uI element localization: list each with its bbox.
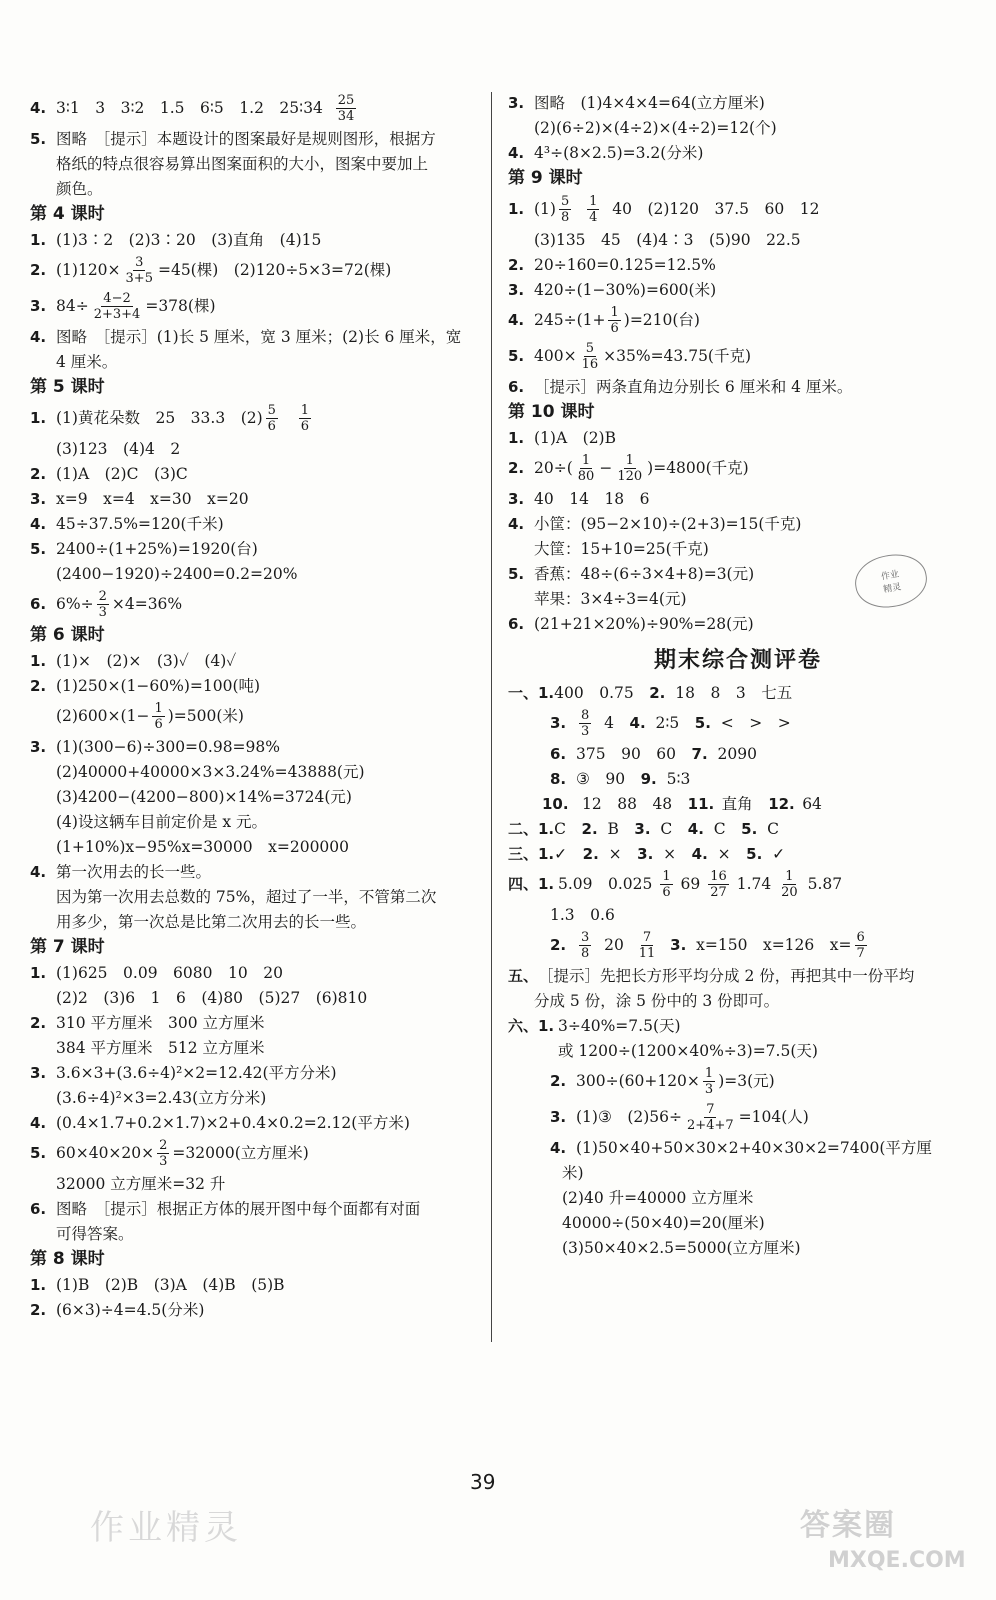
answer-line: 5. 60×40×20× $\frac{2}{3}$ =32000(立方厘米): [30, 1137, 309, 1169]
answer-line: (3)50×40×2.5=5000(立方厘米): [562, 1238, 801, 1257]
answer-line: 5. 2400÷(1+25%)=1920(台): [30, 539, 258, 558]
answer-line: (2)40000+40000×3×3.24%=43888(元): [56, 762, 365, 781]
right-column: [508, 90, 968, 1260]
fraction: $\frac{3}{3+5}$: [125, 254, 153, 286]
fraction: $\frac{7}{11}$: [638, 929, 656, 961]
answer-line: 3. $\frac{8}{3}$ 4 4. 2∶5 5. < > >: [550, 707, 791, 739]
answer-line: 1. (1)3∶2 (2)3∶20 (3)直角 (4)15: [30, 230, 322, 249]
answer-line: 2. (1)A (2)C (3)C: [30, 464, 188, 483]
fraction: $\frac{8}{3}$: [581, 707, 590, 739]
answer-line: 五、 ［提示］先把长方形平均分成 2 份，再把其中一份平均: [508, 966, 915, 985]
section-heading: 第 6 课时: [30, 625, 105, 645]
exam-title: 期末综合测评卷: [653, 647, 822, 673]
answer-line: 5. 香蕉：48÷(6÷3×4+8)=3(元): [508, 564, 755, 583]
answer-line: (3)4200−(4200−800)×14%=3724(元): [56, 787, 352, 806]
answer-line: 大筐：15+10=25(千克): [534, 539, 709, 558]
fraction: $\frac{6}{7}$: [856, 929, 865, 961]
answer-line: 三、1. ✓ 2. × 3. × 4. × 5. ✓: [508, 844, 786, 863]
answer-line: 一、1. 400 0.75 2. 18 8 3 七五: [508, 683, 793, 702]
fraction: $\frac{25}{34}$: [337, 92, 355, 124]
answer-line: (2400−1920)÷2400=0.2=20%: [56, 564, 298, 583]
answer-line: (2)40 升=40000 立方厘米: [562, 1188, 754, 1207]
fraction: $\frac{1}{120}$: [617, 452, 643, 484]
fraction: $\frac{1}{80}$: [577, 452, 595, 484]
answer-line: 2. 300÷ (60+120× $\frac{1}{3}$ )=3(元): [550, 1065, 775, 1097]
answer-line: (2)(6÷2)×(4÷2)×(4÷2)=12(个): [534, 118, 777, 137]
fraction: $\frac{1}{6}$: [662, 868, 671, 900]
section-heading: 第 10 课时: [508, 402, 595, 422]
fraction: $\frac{2}{3}$: [159, 1137, 168, 1169]
answer-line: 4 厘米。: [56, 352, 118, 371]
answer-line: 3. x=9 x=4 x=30 x=20: [30, 489, 249, 508]
answer-line: 3. 40 14 18 6: [508, 489, 650, 508]
answer-line: 1. (1) $\frac{5}{8}$ $\frac{1}{4}$ 40 (2)120 37.5 60 12: [508, 193, 820, 225]
answer-line: 2. (6×3)÷4=4.5(分米): [30, 1300, 205, 1319]
section-heading: 第 4 课时: [30, 204, 105, 224]
section-heading: 第 9 课时: [508, 168, 583, 188]
answer-line: 1. (1)黄花朵数 25 33.3 (2) $\frac{5}{6}$ $\frac{1}{6}$: [30, 402, 309, 434]
answer-line: 4. 4³÷(8×2.5)=3.2(分米): [508, 143, 704, 162]
answer-line: 4. (0.4×1.7+0.2×1.7)×2+0.4×0.2=2.12(平方米): [30, 1113, 410, 1132]
answer-line: 3. (1)(300−6)÷300=0.98=98%: [30, 737, 280, 756]
fraction: $\frac{1}{6}$: [610, 304, 619, 336]
answer-line: 因为第一次用去总数的 75%，超过了一半，不管第二次: [56, 887, 437, 906]
fraction: $\frac{1}{3}$: [704, 1065, 714, 1097]
answer-line: 1. (1)B (2)B (3)A (4)B (5)B: [30, 1275, 285, 1294]
section-heading: 第 5 课时: [30, 377, 105, 397]
answer-line: 四、1. 5.09 0.025 $\frac{1}{6}$ 69 $\frac{16}{27}$ 1.74 $\frac{1}{20}$ 5.87: [508, 868, 843, 900]
answer-line: 六、1. 3÷40%=7.5(天): [508, 1016, 681, 1035]
answer-line: 1.3 0.6: [550, 905, 615, 924]
answer-line: 二、1. C 2. B 3. C 4. C 5. C: [508, 819, 780, 838]
answer-line: 5. 400× $\frac{5}{16}$ ×35%=43.75(千克): [508, 340, 752, 372]
fraction: $\frac{5}{6}$: [267, 402, 276, 434]
answer-line: 或 1200÷(1200×40%÷3)=7.5(天): [558, 1041, 818, 1060]
answer-line: 2. (1)120× $\frac{3}{3+5}$ =45(棵) (2)120÷5×3=72(棵): [30, 254, 392, 286]
answer-line: 格纸的特点很容易算出图案面积的大小，图案中要加上: [56, 154, 429, 173]
left-column: [30, 90, 485, 1322]
answer-line: 4. 3∶1 3 3∶2 1.5 6∶5 1.2 25∶34 $\frac{25}{34}$: [30, 92, 355, 124]
answer-line: (2)600× (1− $\frac{1}{6}$ )=500(米): [56, 700, 244, 732]
answer-line: 4. 小筐：(95−2×10)÷(2+3)=15(千克): [508, 514, 802, 533]
fraction: $\frac{1}{6}$: [300, 402, 309, 434]
fraction: $\frac{4-2}{2+3+4}$: [93, 290, 141, 322]
section-heading: 第 8 课时: [30, 1249, 105, 1269]
answer-line: 3. (1)③ (2)56÷ $\frac{7}{2+4+7}$ =104(人): [550, 1101, 809, 1133]
watermark-left: 作业精灵: [90, 1508, 242, 1548]
answer-line: 1. (1)× (2)× (3)✓ (4)✓: [30, 651, 237, 670]
answer-line: 6. 375 90 60 7. 2090: [550, 744, 757, 763]
answer-line: (1+10%)x−95%x=30000 x=200000: [56, 837, 350, 856]
answer-line: 4. (1)50×40+50×30×2+40×30×2=7400(平方厘: [550, 1138, 932, 1157]
column-divider: [491, 92, 492, 1342]
answer-line: 6. ［提示］两条直角边分别长 6 厘米和 4 厘米。: [508, 377, 853, 396]
fraction: $\frac{16}{27}$: [710, 868, 727, 900]
answer-line: 分成 5 份，涂 5 份中的 3 份即可。: [534, 991, 780, 1010]
answer-line: 米): [562, 1163, 584, 1182]
fraction: $\frac{5}{16}$: [581, 340, 599, 372]
answer-line: 5. 图略 ［提示］本题设计的图案最好是规则图形，根据方: [30, 129, 436, 148]
section-heading: 第 7 课时: [30, 937, 105, 957]
answer-line: 40000÷(50×40)=20(厘米): [562, 1213, 765, 1232]
answer-line: 6. 图略 ［提示］根据正方体的展开图中每个面都有对面: [30, 1199, 421, 1218]
answer-line: 1. (1)625 0.09 6080 10 20: [30, 963, 283, 982]
answer-line: 4. 图略 ［提示］(1)长 5 厘米，宽 3 厘米；(2)长 6 厘米，宽: [30, 327, 462, 346]
watermark-logo: 答案圈: [800, 1508, 896, 1543]
fraction: $\frac{3}{8}$: [581, 929, 590, 961]
answer-line: (2)2 (3)6 1 6 (4)80 (5)27 (6)810: [56, 988, 368, 1007]
answer-line: 3. 3.6×3+(3.6÷4)²×2=12.42(平方分米): [30, 1063, 337, 1082]
answer-line: 6. 6%÷ $\frac{2}{3}$ ×4=36%: [30, 588, 183, 620]
answer-line: 2. $\frac{3}{8}$ 20 $\frac{7}{11}$ 3. x=150 x=126 x= $\frac{6}{7}$: [550, 929, 865, 961]
answer-line: (3.6÷4)²×3=2.43(立方分米): [56, 1088, 267, 1107]
answer-line: 3. 图略 (1)4×4×4=64(立方厘米): [508, 93, 765, 112]
fraction: $\frac{2}{3}$: [98, 588, 107, 620]
answer-line: 2. 310 平方厘米 300 立方厘米: [30, 1013, 265, 1032]
answer-line: (3)135 45 (4)4∶3 (5)90 22.5: [534, 230, 801, 249]
fraction: $\frac{1}{6}$: [154, 700, 163, 732]
answer-line: (3)123 (4)4 2: [56, 439, 181, 458]
fraction: $\frac{1}{4}$: [589, 193, 598, 225]
watermark-url: MXQE.COM: [828, 1548, 966, 1573]
answer-line: 8. ③ 90 9. 5∶3: [550, 769, 691, 788]
answer-line: 10. 12 88 48 11. 直角 12. 64: [542, 794, 822, 813]
answer-line: 3. 420÷(1−30%)=600(米): [508, 280, 717, 299]
answer-line: 苹果：3×4÷3=4(元): [534, 589, 687, 608]
fraction: $\frac{5}{8}$: [560, 193, 570, 225]
answer-line: 2. 20÷ ( $\frac{1}{80}$ − $\frac{1}{120}$ )=4800(千克): [508, 452, 749, 484]
answer-line: 颜色。: [56, 179, 103, 198]
answer-line: 384 平方厘米 512 立方厘米: [56, 1038, 265, 1057]
answer-line: 4. 245÷ (1+ $\frac{1}{6}$ )=210(台): [508, 304, 700, 336]
fraction: $\frac{7}{2+4+7}$: [687, 1101, 734, 1133]
answer-line: (4)设这辆车目前定价是 x 元。: [56, 812, 268, 831]
answer-line: 6. (21+21×20%)÷90%=28(元): [508, 614, 754, 633]
answer-line: 4. 45÷37.5%=120(千米): [30, 514, 224, 533]
page-number: 39: [470, 1470, 496, 1494]
answer-line: 2. (1)250×(1−60%)=100(吨): [30, 676, 261, 695]
stamp-mark: 作业 精灵: [851, 549, 931, 613]
answer-line: 3. 84÷ $\frac{4-2}{2+3+4}$ =378(棵): [30, 290, 216, 322]
answer-line: 1. (1)A (2)B: [508, 428, 616, 447]
answer-line: 用多少，第一次总是比第二次用去的长一些。: [56, 912, 367, 931]
fraction: $\frac{1}{20}$: [781, 868, 798, 900]
answer-line: 4. 第一次用去的长一些。: [30, 862, 212, 881]
answer-line: 2. 20÷160=0.125=12.5%: [508, 255, 716, 274]
answer-line: 可得答案。: [56, 1224, 134, 1243]
answer-line: 32000 立方厘米=32 升: [56, 1174, 226, 1193]
